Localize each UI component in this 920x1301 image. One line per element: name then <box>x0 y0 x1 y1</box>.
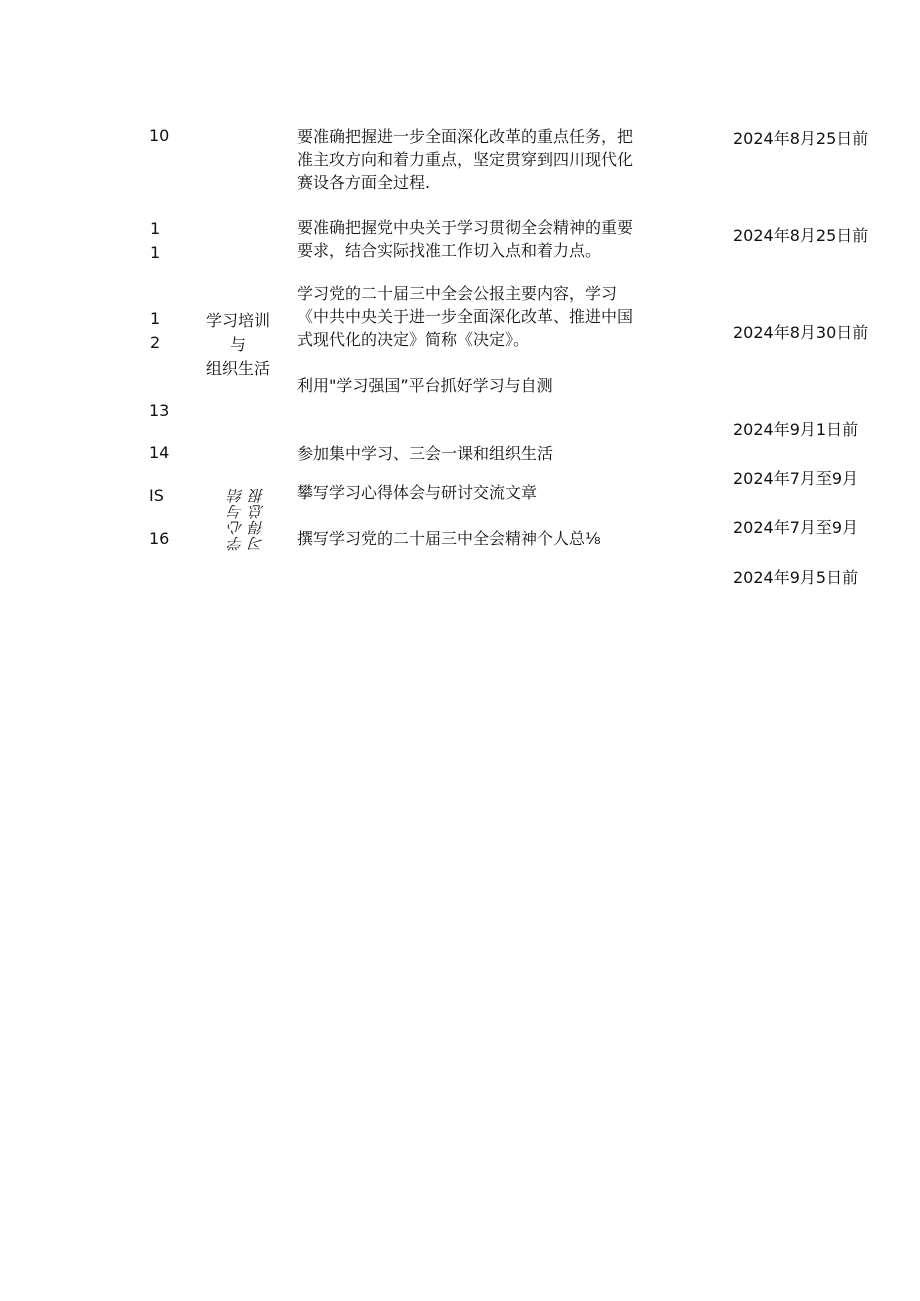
category-training-line2: 与 <box>229 335 246 354</box>
row-number: 1 1 <box>150 219 161 262</box>
row-number: 1 2 <box>150 309 161 352</box>
row-content: 利用"学习强国”平台抓好学习与自测 <box>297 376 553 395</box>
category-summary-col1: 学心与结 <box>227 487 245 551</box>
row-number: 16 <box>149 529 170 548</box>
row-number: 14 <box>149 443 170 462</box>
row-deadline: 2024年7月至9月 <box>733 469 859 488</box>
row-number: 13 <box>149 401 170 420</box>
category-training-line3: 组织生活 <box>205 359 270 378</box>
row-content: 攀写学习心得体会与研讨交流文章 <box>297 483 538 502</box>
row-number: 10 <box>149 126 170 145</box>
row-content: 参加集中学习、三会一课和组织生活 <box>297 444 554 463</box>
row-deadline: 2024年8月30日前 <box>733 323 869 342</box>
row-content: 撰写学习党的二十届三中全会精神个人总⅛ <box>297 529 601 548</box>
category-training-line1: 学习培训 <box>205 311 270 330</box>
row-deadline: 2024年9月5日前 <box>733 568 859 587</box>
row-deadline: 2024年7月至9月 <box>733 518 859 537</box>
row-deadline: 2024年9月1日前 <box>733 420 859 439</box>
row-content: 学习党的二十届三中全会公报主要内容，学习《中共中央关于进一步全面深化改革、推进中国式现代化的决定》简称《决定》。 <box>297 284 634 349</box>
row-deadline: 2024年8月25日前 <box>733 226 869 245</box>
category-summary-col2: 习得总报 <box>248 487 266 551</box>
row-deadline: 2024年8月25日前 <box>733 129 869 148</box>
row-content: 要准确把握进一步全面深化改革的重点任务，把准主攻方向和着力重点，坚定贯穿到四川现代化赛设各方面全过程. <box>297 127 634 192</box>
row-content: 要准确把握党中央关于学习贯彻全会精神的重要要求，结合实际找准工作切入点和着力点。 <box>297 218 634 260</box>
category-training <box>196 309 280 381</box>
row-number: IS <box>149 486 164 505</box>
